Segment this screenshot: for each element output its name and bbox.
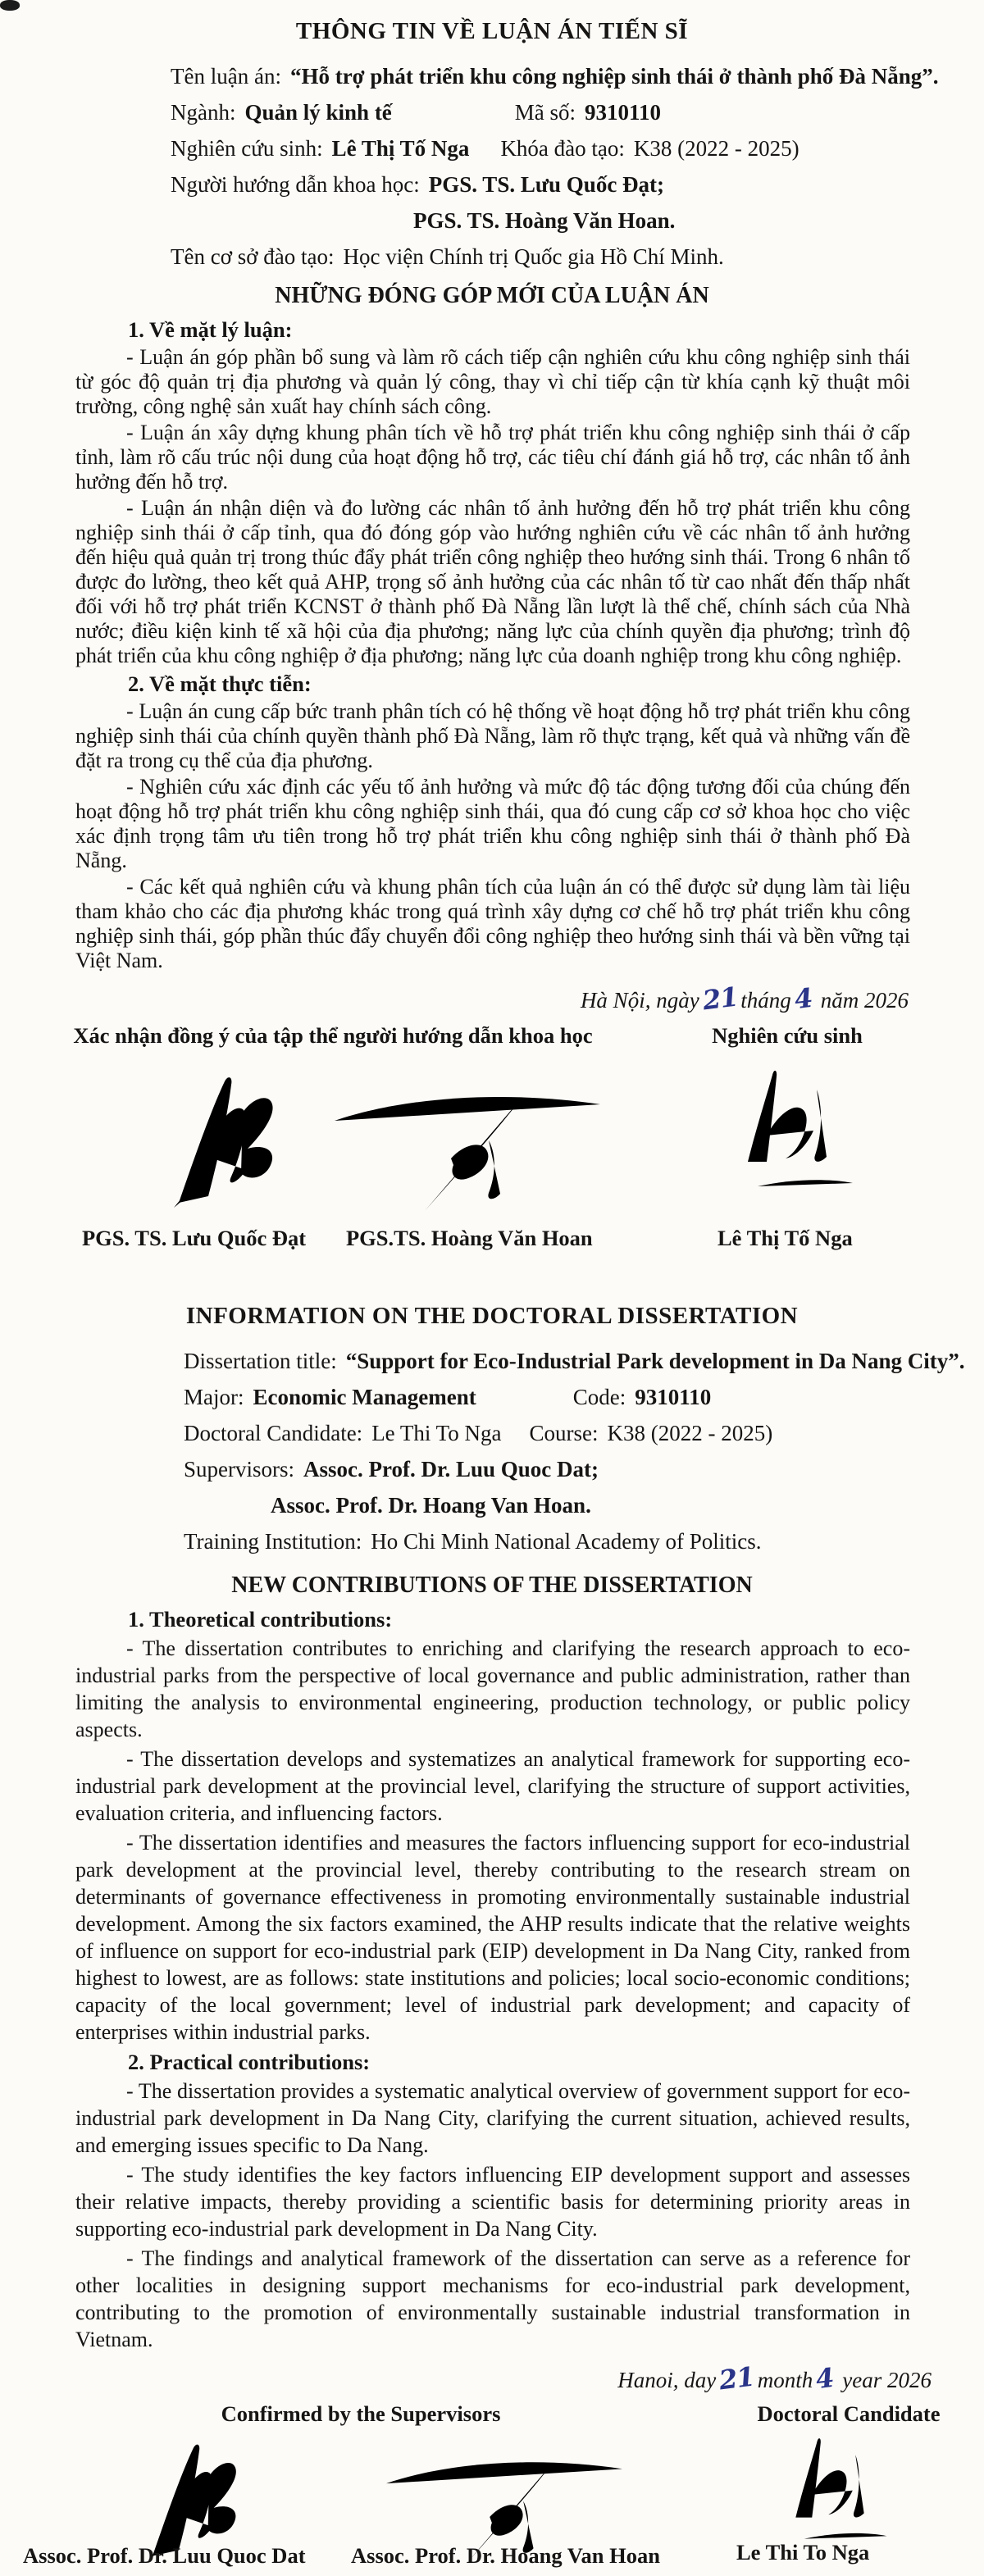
vn-supervisor1-name: PGS. TS. Lưu Quốc Đạt <box>82 1226 307 1250</box>
vn-supervisor-1: PGS. TS. Lưu Quốc Đạt; <box>428 172 665 197</box>
en-field-candidate-course <box>184 1415 973 1451</box>
en-code-label: Code: <box>572 1385 626 1409</box>
en-theory-para-1: - The dissertation contributes to enriching and clarifying the research approach to eco-industrial parks from the perspective of local governance and public administration, rather than limiting the analysis to environmental engineering, production technology, or public policy aspects. <box>75 1636 910 1741</box>
vn-fields <box>171 58 973 275</box>
vn-institution-label: Tên cơ sở đào tạo: <box>171 244 335 269</box>
vn-date-suffix: năm 2026 <box>820 988 909 1013</box>
en-candidate-name: Le Thi To Nga <box>736 2540 870 2565</box>
en-field-supervisors <box>184 1451 973 1487</box>
vn-contributions-heading: NHỮNG ĐÓNG GÓP MỚI CỦA LUẬN ÁN <box>275 283 709 308</box>
en-supervisors-confirmation-title: Confirmed by the Supervisors <box>221 2401 501 2426</box>
english-section <box>0 1303 984 2576</box>
vn-supervisors-confirmation-title: Xác nhận đồng ý của tập thể người hướng dẫn khoa học <box>73 1023 593 1048</box>
en-code-value: 9310110 <box>635 1385 712 1409</box>
vn-field-candidate-course <box>171 130 973 166</box>
en-major-value: Economic Management <box>253 1385 476 1409</box>
en-supervisor-label: Supervisors: <box>184 1457 294 1481</box>
vn-handwritten-month: 4 <box>792 981 814 1016</box>
vn-practical-heading: 2. Về mặt thực tiễn: <box>128 671 312 696</box>
vn-title-label: Tên luận án: <box>171 64 281 89</box>
en-practical-para-3: - The findings and analytical framework of the dissertation can serve as a reference for other localities in designing support mechanisms for eco-industrial park development, contributing to the promotion of environmentally sustainable industrial transformation in Vietnam. <box>75 2246 910 2351</box>
vn-date-mid: tháng <box>740 988 791 1013</box>
vn-code-value: 9310110 <box>585 100 662 125</box>
en-date-suffix: year 2026 <box>842 2368 932 2392</box>
en-theory-para-2: - The dissertation develops and systematizes an analytical framework for supporting eco-industrial park development at the provincial level, clarifying the structure of support activities, evaluation criteria, and influencing factors. <box>75 1747 910 1825</box>
vn-signature-area <box>0 1019 984 1265</box>
vn-course-value: K38 (2022 - 2025) <box>633 136 800 161</box>
en-institution-label: Training Institution: <box>184 1529 362 1554</box>
en-handwritten-day: 21 <box>718 2360 756 2396</box>
vn-title-value: “Hỗ trợ phát triển khu công nghiệp sinh thái ở thành phố Đà Nẵng”. <box>289 64 939 89</box>
vn-document-title: THÔNG TIN VỀ LUẬN ÁN TIẾN SĨ <box>295 18 689 44</box>
en-course-label: Course: <box>529 1421 599 1445</box>
en-title-label: Dissertation title: <box>184 1349 337 1373</box>
en-date-line <box>0 2360 932 2396</box>
en-signature-area <box>0 2399 984 2576</box>
vn-candidate-name: Lê Thị Tố Nga <box>718 1226 853 1250</box>
en-theory-para-3: - The dissertation identifies and measures the factors influencing support for eco-industrial park development at the provincial level, thereby contributing to the research stream on determinants of governance effectiveness in promoting environmentally sustainable industrial development. Among the six factors examined, the AHP results indicate that the relative weights of influence on support for eco-industrial park (EIP) development in Da Nang City, ranked from highest to lowest, are as follows: state institutions and policies; local socio-economic conditions; capacity of the local government; level of industrial park development; and capacity of enterprises within industrial parks. <box>75 1831 910 2044</box>
en-document-title: INFORMATION ON THE DOCTORAL DISSERTATION <box>185 1303 799 1329</box>
vn-field-supervisor-2 <box>171 203 973 239</box>
en-practical-heading: 2. Practical contributions: <box>128 2050 371 2074</box>
signature-le-thi-to-nga-en <box>779 2424 902 2559</box>
en-title-value: “Support for Eco-Industrial Park development in Da Nang City”. <box>345 1349 965 1373</box>
scan-artifact <box>0 0 20 11</box>
vn-theory-heading: 1. Về mặt lý luận: <box>128 317 293 342</box>
vn-handwritten-day: 21 <box>700 981 740 1017</box>
vn-theory-para-1: - Luận án góp phần bổ sung và làm rõ cách tiếp cận nghiên cứu khu công nghiệp sinh thái từ góc độ quản trị địa phương và quản lý công, thay vì chỉ tiếp cận từ khía cạnh kỹ thuật môi trường, công nghệ sản xuất hay chính sách công. <box>75 345 910 418</box>
en-contributions-heading: NEW CONTRIBUTIONS OF THE DISSERTATION <box>231 1572 753 1598</box>
vn-supervisor2-name: PGS.TS. Hoàng Văn Hoan <box>346 1226 593 1250</box>
vn-theory-para-2: - Luận án xây dựng khung phân tích về hỗ trợ phát triển khu công nghiệp sinh thái ở cấp tỉnh, làm rõ cấu trúc nội dung của hoạt động hỗ trợ, các tiêu chí đánh giá hỗ trợ, các nhân tố ảnh hưởng đến hỗ trợ. <box>75 421 910 494</box>
vn-practical-para-2: - Nghiên cứu xác định các yếu tố ảnh hưởng và mức độ tác động tương đối của chúng đến hoạt động hỗ trợ phát triển khu công nghiệp sinh thái, qua đó cung cấp cơ sở khoa học cho việc xác định trọng tâm ưu tiên trong hỗ trợ phát triển khu công nghiệp sinh thái ở thành phố Đà Nẵng. <box>75 775 910 872</box>
en-handwritten-month: 4 <box>814 2361 836 2396</box>
en-supervisor-1: Assoc. Prof. Dr. Luu Quoc Dat; <box>303 1457 599 1481</box>
vn-date-prefix: Hà Nội, ngày <box>580 988 699 1013</box>
en-institution-value: Ho Chi Minh National Academy of Politics. <box>371 1529 762 1554</box>
en-supervisor1-name: Assoc. Prof. Dr. Luu Quoc Dat <box>23 2543 306 2568</box>
vn-candidate-value: Lê Thị Tố Nga <box>331 136 470 161</box>
en-date-prefix: Hanoi, day <box>617 2368 717 2392</box>
vn-field-institution <box>171 239 973 275</box>
en-practical-para-1: - The dissertation provides a systematic analytical overview of government support for eco-industrial park development in Da Nang City, clarifying the current situation, achieved results, and emerging issues specific to Da Nang. <box>75 2079 910 2157</box>
vn-supervisor-2: PGS. TS. Hoàng Văn Hoan. <box>413 208 676 233</box>
en-candidate-value: Le Thi To Nga <box>371 1421 502 1445</box>
en-field-supervisor-2 <box>184 1487 973 1523</box>
vn-field-major-code <box>171 94 973 130</box>
signature-luu-quoc-dat <box>156 1067 320 1214</box>
vn-candidate-title: Nghiên cứu sinh <box>712 1023 863 1048</box>
vn-major-label: Ngành: <box>171 100 236 125</box>
en-fields <box>184 1343 973 1559</box>
vn-supervisor-label: Người hướng dẫn khoa học: <box>171 172 420 197</box>
vn-institution-value: Học viện Chính trị Quốc gia Hồ Chí Minh. <box>343 244 724 269</box>
vn-practical-para-3: - Các kết quả nghiên cứu và khung phân tích của luận án có thể được sử dụng làm tài liệu tham khảo cho các địa phương khác trong quá trình xây dựng cơ chế hỗ trợ phát triển khu công nghiệp sinh thái, góp phần thúc đẩy chuyển đổi công nghiệp theo hướng sinh thái và bền vững tại Việt Nam. <box>75 875 910 972</box>
vn-major-value: Quản lý kinh tế <box>244 100 392 125</box>
vn-field-dissertation-title <box>171 58 973 94</box>
en-major-label: Major: <box>184 1385 244 1409</box>
en-date-mid: month <box>757 2368 813 2392</box>
signature-hoang-van-hoan <box>328 1070 607 1217</box>
vn-candidate-label: Nghiên cứu sinh: <box>171 136 323 161</box>
vn-course-label: Khóa đào tạo: <box>500 136 625 161</box>
vn-date-line <box>0 981 909 1017</box>
en-supervisor-2: Assoc. Prof. Dr. Hoang Van Hoan. <box>271 1493 591 1518</box>
vn-field-supervisors <box>171 166 973 203</box>
vietnamese-section <box>0 0 984 1265</box>
section-divider-gap <box>0 1265 984 1303</box>
en-practical-para-2: - The study identifies the key factors influencing EIP development support and assesses their relative impacts, thereby providing a scientific basis for determining priority areas in supporting eco-industrial park development in Da Nang City. <box>75 2163 910 2241</box>
vn-theory-para-3: - Luận án nhận diện và đo lường các nhân tố ảnh hưởng đến hỗ trợ phát triển khu công nghiệp sinh thái ở cấp tỉnh, qua đó đóng góp vào hướng nghiên cứu về các nhân tố ảnh hưởng đến hiệu quả quản trị trong thúc đẩy phát triển công nghiệp theo hướng sinh thái. Trong 6 nhân tố được đo lường, theo kết quả AHP, trọng số ảnh hưởng của các nhân tố từ cao nhất đến thấp nhất đối với hỗ trợ phát triển KCNST ở thành phố Đà Nẵng lần lượt là thể chế, chính sách của Nhà nước; điều kiện kinh tế xã hội của địa phương; năng lực của chính quyền địa phương; trình độ phát triển của khu công nghiệp ở địa phương; năng lực của doanh nghiệp trong khu công nghiệp. <box>75 496 910 667</box>
en-field-institution <box>184 1523 973 1559</box>
signature-le-thi-to-nga <box>730 1054 869 1209</box>
en-theory-heading: 1. Theoretical contributions: <box>128 1607 393 1632</box>
vn-code-label: Mã số: <box>514 100 576 125</box>
en-candidate-title: Doctoral Candidate <box>757 2401 941 2426</box>
en-supervisor2-name: Assoc. Prof. Dr. Hoang Van Hoan <box>351 2543 660 2568</box>
en-field-major-code <box>184 1379 973 1415</box>
vn-practical-para-1: - Luận án cung cấp bức tranh phân tích có hệ thống về hoạt động hỗ trợ phát triển khu công nghiệp sinh thái của chính quyền thành phố Đà Nẵng, làm rõ thực trạng, kết quả và những vấn đề đặt ra trong cụ thể của địa phương. <box>75 699 910 772</box>
en-course-value: K38 (2022 - 2025) <box>607 1421 773 1445</box>
en-field-dissertation-title <box>184 1343 973 1379</box>
en-candidate-label: Doctoral Candidate: <box>184 1421 363 1445</box>
